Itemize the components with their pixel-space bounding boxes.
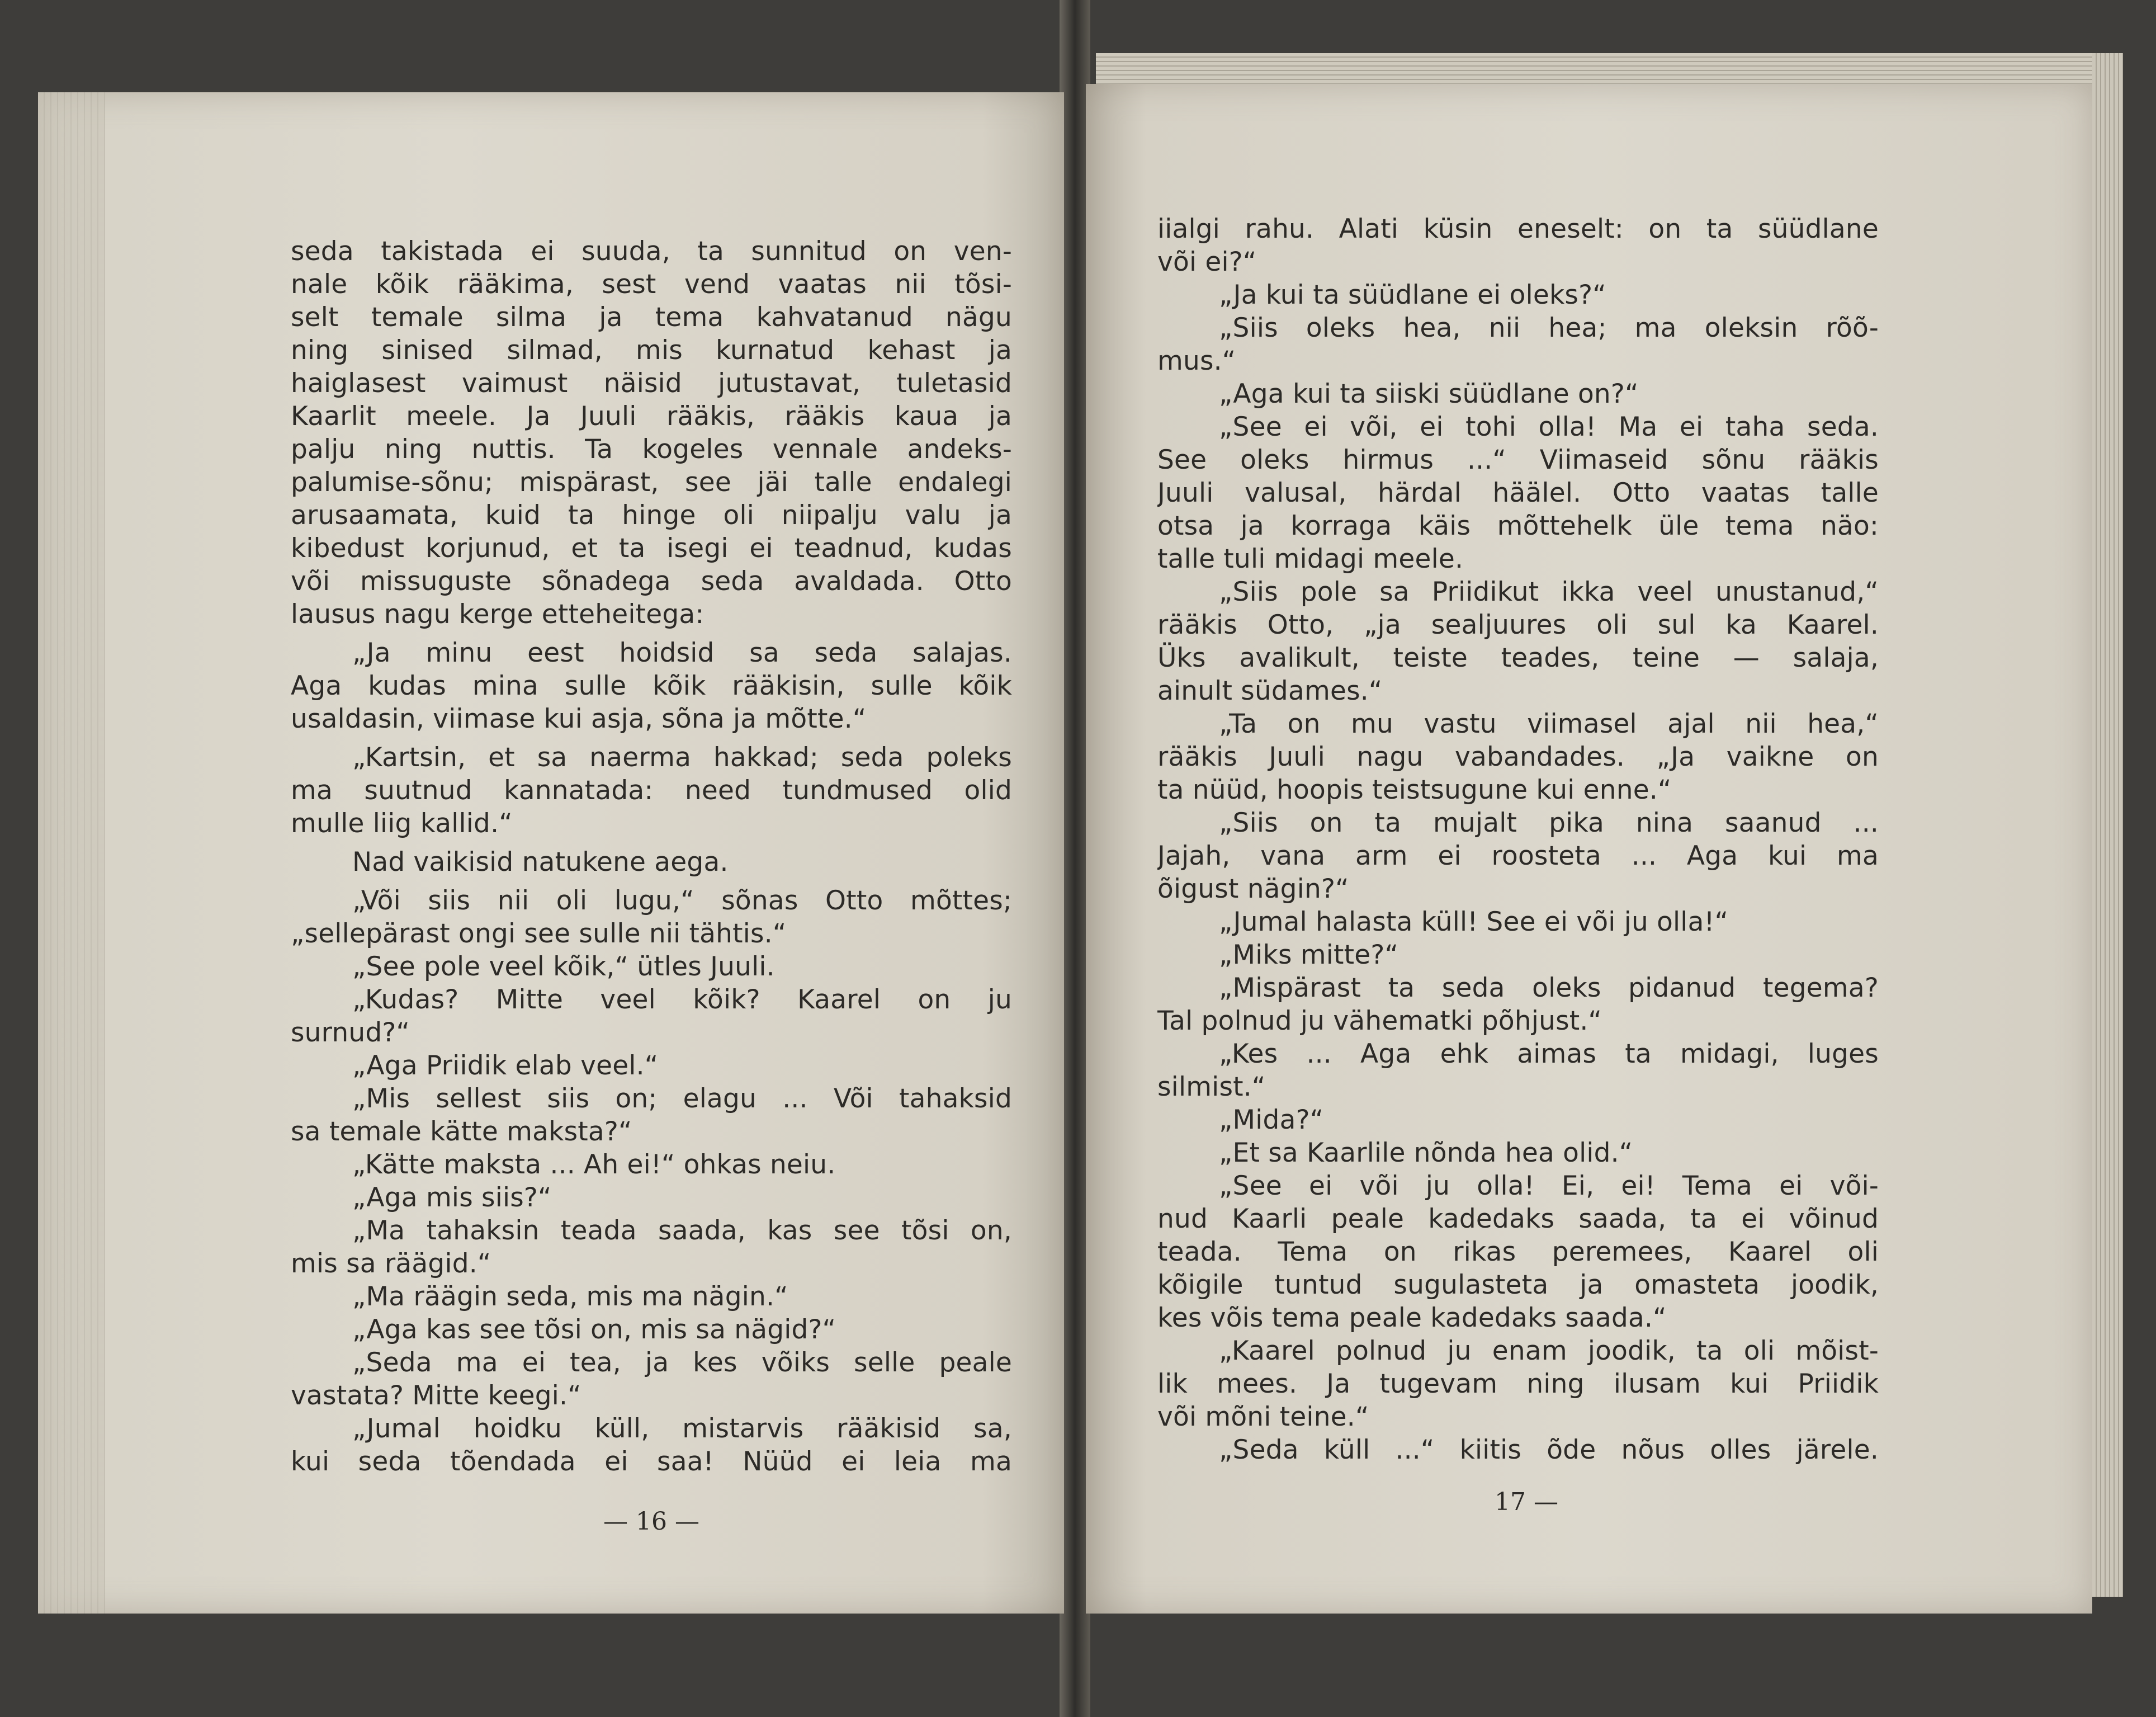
text-line: „Jumal halasta küll! See ei või ju olla!“ (1219, 907, 1729, 937)
right-page-text (1157, 213, 1879, 1466)
text-line: mulle liig kallid.“ (291, 808, 513, 839)
text-line: „Või siis nii oli lugu,“ sõnas Otto mõttes; (352, 885, 1012, 916)
page-number-right: 17 — (1495, 1488, 1558, 1516)
text-line: „Aga mis siis?“ (352, 1182, 552, 1213)
text-line: rääkis Juuli nagu vabandades. „Ja vaikne on (1157, 742, 1879, 772)
text-line: „Ma räägin seda, mis ma nägin.“ (352, 1281, 788, 1312)
page-edges-top (1096, 53, 2102, 87)
text-line: „Mida?“ (1219, 1105, 1324, 1135)
text-line: surnud?“ (291, 1017, 410, 1048)
text-line: „See ei või ju olla! Ei, ei! Tema ei või- (1219, 1171, 1879, 1201)
text-line: talle tuli midagi meele. (1157, 544, 1464, 574)
text-line: „Siis oleks hea, nii hea; ma oleksin rõõ- (1219, 313, 1879, 343)
text-line: „Seda küll ...“ kiitis õde nõus olles järele. (1219, 1435, 1879, 1465)
text-line: „See pole veel kõik,“ ütles Juuli. (352, 951, 775, 982)
text-line: „Ma tahaksin teada saada, kas see tõsi on, (352, 1215, 1012, 1246)
text-line: „Aga kas see tõsi on, mis sa nägid?“ (352, 1314, 836, 1345)
text-line: kui seda tõendada ei saa! Nüüd ei leia ma (291, 1446, 1012, 1477)
text-line: mus.“ (1157, 346, 1236, 376)
page-edges-right (2092, 53, 2123, 1597)
text-line: ta nüüd, hoopis teistsugune kui enne.“ (1157, 775, 1672, 805)
text-line: otsa ja korraga käis mõttehelk üle tema näo: (1157, 511, 1879, 541)
text-line: seda takistada ei suuda, ta sunnitud on ven- (291, 236, 1012, 267)
text-line: Tal polnud ju vähematki põhjust.“ (1157, 1006, 1602, 1036)
text-line: iialgi rahu. Alati küsin eneselt: on ta süüdlane (1157, 214, 1879, 244)
text-line: teada. Tema on rikas peremees, Kaarel oli (1157, 1237, 1879, 1267)
text-line: lik mees. Ja tugevam ning ilusam kui Priidik (1157, 1369, 1879, 1399)
text-line: ning sinised silmad, mis kurnatud kehast ja (291, 335, 1012, 366)
text-line: Üks avalikult, teiste teades, teine — salaja, (1157, 643, 1879, 673)
text-line: „Ja kui ta süüdlane ei oleks?“ (1219, 280, 1606, 310)
text-line: ma suutnud kannatada: need tundmused olid (291, 775, 1012, 806)
text-line: „Ja minu eest hoidsid sa seda salajas. (352, 638, 1012, 668)
text-line: haiglasest vaimust näisid jutustavat, tuletasid (291, 368, 1012, 399)
text-line: „Seda ma ei tea, ja kes võiks selle peale (352, 1347, 1012, 1378)
text-line: kõigile tuntud sugulasteta ja omasteta joodik, (1157, 1270, 1879, 1300)
text-line: või ei?“ (1157, 247, 1257, 277)
text-line: või missuguste sõnadega seda avaldada. Otto (291, 566, 1012, 597)
text-line: „Kaarel polnud ju enam joodik, ta oli mõist- (1219, 1336, 1879, 1366)
text-line: „Kartsin, et sa naerma hakkad; seda poleks (352, 742, 1012, 773)
text-line: „Kudas? Mitte veel kõik? Kaarel on ju (352, 984, 1012, 1015)
text-line: palumise-sõnu; mispärast, see jäi talle endalegi (291, 467, 1012, 498)
text-line: „Mis sellest siis on; elagu ... Või tahaksid (352, 1083, 1012, 1114)
text-line: arusaamata, kuid ta hinge oli niipalju valu ja (291, 500, 1012, 531)
text-line: „Mispärast ta seda oleks pidanud tegema? (1219, 973, 1879, 1003)
text-line: Nad vaikisid natukene aega. (352, 847, 729, 878)
text-line: nale kõik rääkima, sest vend vaatas nii tõsi- (291, 269, 1012, 300)
text-line: „Aga Priidik elab veel.“ (352, 1050, 659, 1081)
text-line: sa temale kätte maksta?“ (291, 1116, 632, 1147)
text-line: „Miks mitte?“ (1219, 940, 1399, 970)
text-line: Kaarlit meele. Ja Juuli rääkis, rääkis kaua ja (291, 401, 1012, 432)
text-line: Juuli valusal, härdal häälel. Otto vaatas talle (1157, 478, 1879, 508)
text-line: usaldasin, viimase kui asja, sõna ja mõtte.“ (291, 704, 867, 734)
text-line: vastata? Mitte keegi.“ (291, 1380, 581, 1411)
text-line: ainult südames.“ (1157, 676, 1383, 706)
text-line: nud Kaarli peale kadedaks saada, ta ei võinud (1157, 1204, 1879, 1234)
text-line: „sellepärast ongi see sulle nii tähtis.“ (291, 918, 787, 949)
text-line: „Kätte maksta ... Ah ei!“ ohkas neiu. (352, 1149, 836, 1180)
text-line: kes võis tema peale kadedaks saada.“ (1157, 1303, 1667, 1333)
text-line: mis sa räägid.“ (291, 1248, 491, 1279)
text-line: See oleks hirmus ...“ Viimaseid sõnu rääkis (1157, 445, 1879, 475)
text-line: „Ta on mu vastu viimasel ajal nii hea,“ (1219, 709, 1879, 739)
text-line: Jajah, vana arm ei roostetа ... Aga kui ma (1157, 841, 1879, 871)
text-line: või mõni teine.“ (1157, 1402, 1369, 1432)
text-line: palju ning nuttis. Ta kogeles vennale andeks- (291, 434, 1012, 465)
text-line: „Siis on ta mujalt pika nina saanud ... (1219, 808, 1879, 838)
text-line: „Jumal hoidku küll, mistarvis rääkisid sa, (352, 1413, 1012, 1444)
text-line: „Aga kui ta siiski süüdlane on?“ (1219, 379, 1639, 409)
page-number-left: — 16 — (603, 1507, 699, 1536)
text-line: õigust nägin?“ (1157, 874, 1349, 904)
text-line: lausus nagu kerge etteheitega: (291, 599, 705, 630)
text-line: „Et sa Kaarlile nõnda hea olid.“ (1219, 1138, 1633, 1168)
text-line: kibedust korjunud, et ta isegi ei teadnud, kudas (291, 533, 1012, 564)
text-line: rääkis Otto, „ja sealjuures oli sul ka Kaarel. (1157, 610, 1879, 640)
text-line: „Kes ... Aga ehk aimas ta midagi, luges (1219, 1039, 1879, 1069)
left-page-text (291, 235, 1012, 1478)
text-line: „Siis pole sa Priidikut ikka veel unustanud,“ (1219, 577, 1879, 607)
page-edges-left (38, 92, 105, 1614)
text-line: selt temale silma ja tema kahvatanud nägu (291, 302, 1012, 333)
text-line: „See ei või, ei tohi olla! Ma ei taha seda. (1219, 412, 1879, 442)
text-line: silmist.“ (1157, 1072, 1266, 1102)
text-line: Aga kudas mina sulle kõik rääkisin, sulle kõik (291, 671, 1012, 701)
